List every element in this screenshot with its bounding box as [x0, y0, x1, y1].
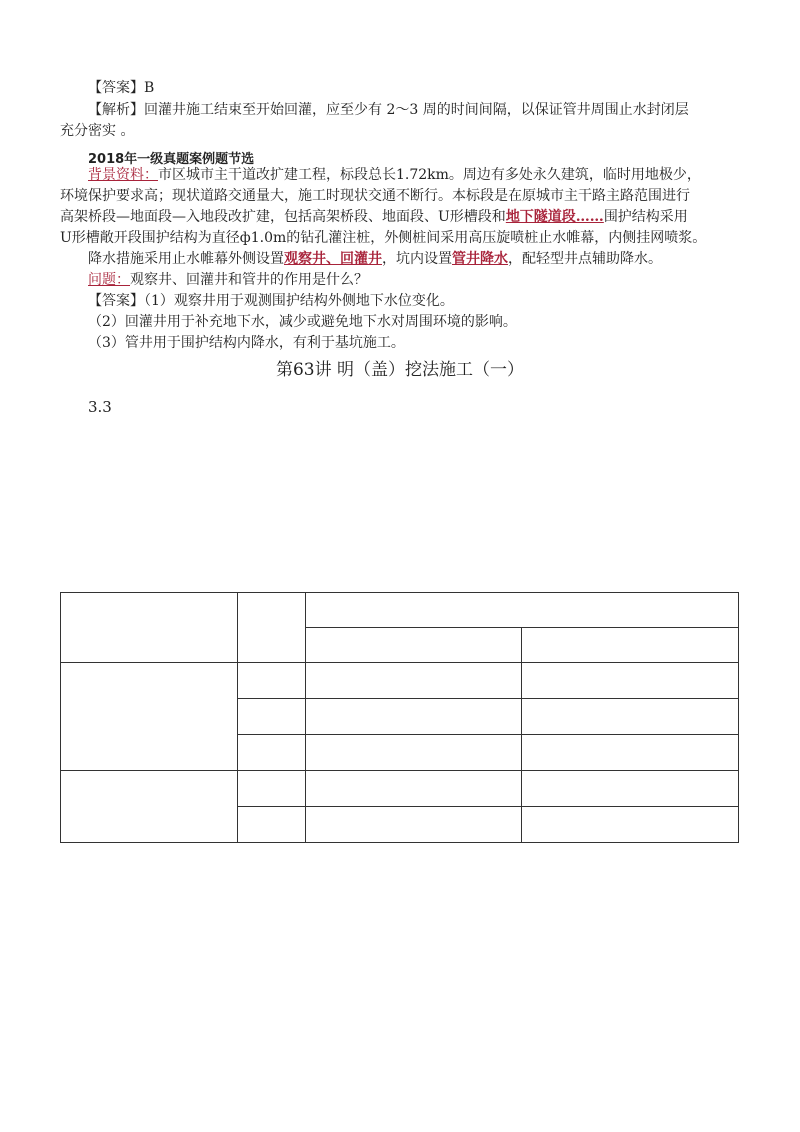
case-p2-b: ，坑内设置 — [382, 251, 452, 267]
table-cell — [238, 699, 306, 735]
case-answer-label: 【答案】 — [88, 293, 144, 309]
case-text-3a: 高架桥段—地面段—入地段改扩建，包括高架桥段、地面段、U形槽段和 — [60, 209, 506, 225]
table-cell — [238, 735, 306, 771]
empty-table — [60, 592, 739, 843]
answer-line: 【答案】B — [88, 80, 155, 96]
case-answer-line-2: （2）回灌井用于补充地下水，减少或避免地下水对周围环境的影响。 — [88, 314, 517, 330]
table-cell — [522, 771, 739, 807]
table-cell — [238, 663, 306, 699]
table-row — [61, 771, 739, 807]
highlight-observation-wells: 观察井、回灌井 — [284, 251, 382, 267]
table-cell — [238, 593, 306, 663]
section-number: 3.3 — [88, 398, 112, 416]
question-label: 问题： — [88, 272, 130, 288]
table-cell — [306, 771, 522, 807]
question-line — [88, 270, 368, 290]
table-cell — [238, 807, 306, 843]
table-cell — [61, 663, 238, 771]
case-paragraph-1-line-2: 环境保护要求高；现状道路交通量大，施工时现状交通不断行。本标段是在原城市主干路主路范围进行 — [60, 188, 690, 204]
table-cell — [522, 663, 739, 699]
table-cell — [306, 628, 522, 663]
table-cell — [306, 593, 739, 628]
table-row — [61, 663, 739, 699]
analysis-label: 【解析】 — [88, 102, 144, 118]
case-text-1: 市区城市主干道改扩建工程，标段总长1.72km。周边有多处永久建筑，临时用地极少， — [158, 167, 701, 183]
table-cell — [306, 807, 522, 843]
table-row — [61, 593, 739, 628]
highlight-tunnel-section: 地下隧道段…… — [505, 209, 604, 225]
question-text: 观察井、回灌井和管井的作用是什么？ — [130, 272, 368, 288]
case-heading: 2018年一级真题案例题节选 — [88, 152, 255, 167]
table-cell — [522, 699, 739, 735]
table-cell — [61, 771, 238, 843]
table-cell — [306, 735, 522, 771]
table-cell — [238, 771, 306, 807]
table-cell — [522, 807, 739, 843]
case-answer-line-3: （3）管井用于围护结构内降水，有利于基坑施工。 — [88, 335, 405, 351]
case-paragraph-1-line-4: U形槽敞开段围护结构为直径ф1.0m的钻孔灌注桩，外侧桩间采用高压旋喷桩止水帷幕，内侧挂网喷浆。 — [60, 230, 707, 246]
analysis-line-2: 充分密实 。 — [60, 123, 135, 139]
case-p2-c: ，配轻型井点辅助降水。 — [508, 251, 662, 267]
background-label: 背景资料： — [88, 167, 158, 183]
case-text-3b: 围护结构采用 — [603, 209, 688, 225]
table-cell — [306, 663, 522, 699]
case-p2-a: 降水措施采用止水帷幕外侧设置 — [88, 251, 284, 267]
case-answer-line-1 — [88, 291, 454, 311]
case-paragraph-2 — [88, 249, 662, 269]
analysis-text-1: 回灌井施工结束至开始回灌，应至少有 2～3 周的时间间隔，以保证管井周围止水封闭层 — [144, 102, 689, 118]
table-cell — [306, 699, 522, 735]
highlight-pipe-well: 管井降水 — [452, 251, 508, 267]
case-paragraph-1-line-1 — [88, 165, 701, 185]
case-answer-1: （1）观察井用于观测围护结构外侧地下水位变化。 — [144, 293, 454, 309]
table-cell — [522, 628, 739, 663]
table-cell — [522, 735, 739, 771]
analysis-line-1 — [88, 100, 689, 120]
chapter-title: 第63讲 明（盖）挖法施工（一） — [275, 360, 525, 380]
case-paragraph-1-line-3 — [60, 207, 688, 227]
table-cell — [61, 593, 238, 663]
